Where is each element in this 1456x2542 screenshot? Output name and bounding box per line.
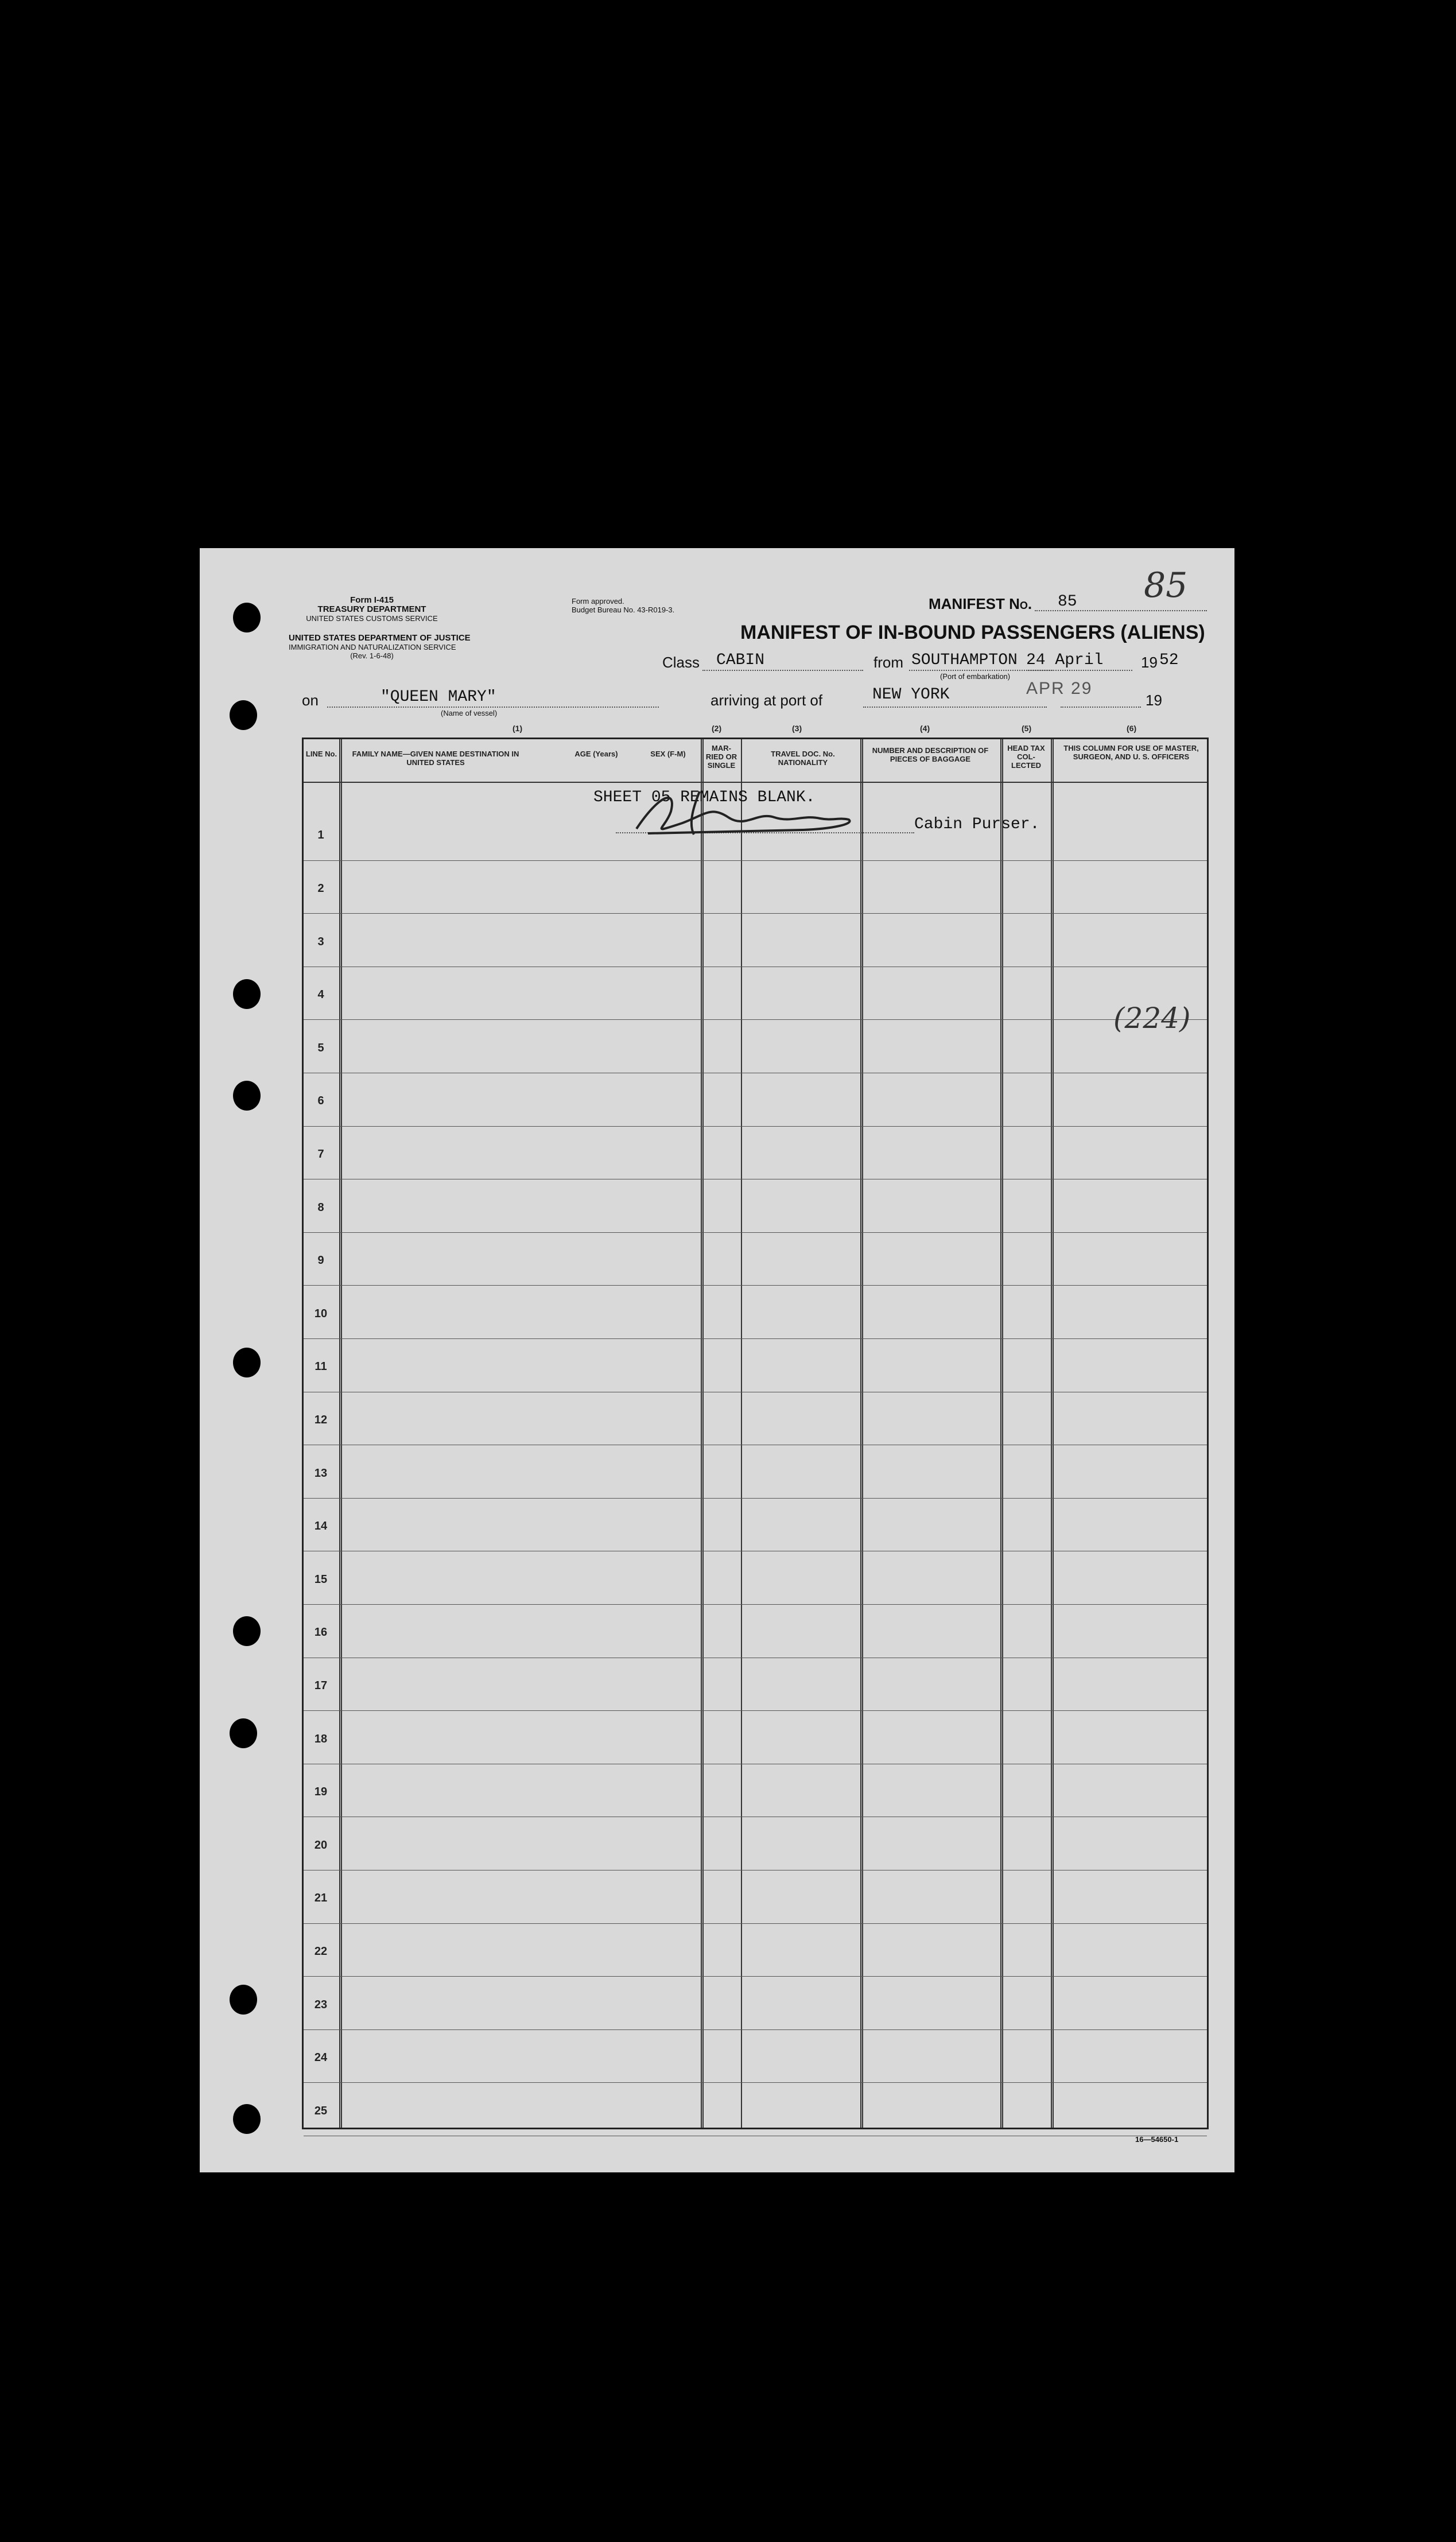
column-divider	[1051, 739, 1054, 2128]
manifest-sheet	[200, 548, 1234, 2172]
line-number: 12	[314, 1413, 328, 1426]
vessel-name-value: "QUEEN MARY"	[380, 688, 496, 706]
handwritten-manifest-number: 85	[1144, 565, 1188, 606]
port-caption: (Port of embarkation)	[940, 672, 1011, 681]
punch-hole	[233, 1616, 261, 1646]
line-number: 21	[314, 1892, 328, 1905]
table-row-rule	[304, 1285, 1207, 1286]
line-number: 19	[314, 1786, 328, 1799]
vessel-rule	[327, 707, 659, 708]
class-rule	[702, 670, 863, 671]
header-sex: SEX (F-M)	[650, 750, 686, 758]
sheet-blank-note: SHEET 05 REMAINS BLANK.	[593, 789, 816, 806]
column-divider	[741, 739, 742, 2128]
year-prefix: 19	[1141, 654, 1158, 671]
class-value: CABIN	[716, 651, 765, 669]
line-number: 17	[314, 1679, 328, 1692]
punch-hole	[233, 603, 261, 632]
punch-hole	[233, 2104, 261, 2134]
header-travel-doc: TRAVEL DOC. No. NATIONALITY	[771, 750, 835, 767]
arrival-port-value: NEW YORK	[872, 686, 950, 704]
column-divider	[701, 739, 704, 2128]
column-number-6: (6)	[1127, 724, 1137, 733]
table-row-rule	[304, 1604, 1207, 1605]
from-label: from	[873, 654, 903, 671]
manifest-number-label: MANIFEST No.	[929, 595, 1032, 612]
header-head-tax: HEAD TAX COL-LECTED	[1007, 744, 1045, 770]
punch-hole	[233, 1348, 261, 1377]
table-row-rule	[304, 1019, 1207, 1020]
punch-hole	[230, 1718, 257, 1748]
immigration-service: IMMIGRATION AND NATURALIZATION SERVICE	[289, 643, 456, 651]
purser-signature	[614, 783, 878, 840]
column-number-2: (2)	[712, 724, 722, 733]
line-number: 16	[314, 1626, 328, 1639]
punch-hole	[230, 700, 257, 730]
punch-hole	[233, 1081, 261, 1111]
column-number-1: (1)	[512, 724, 523, 733]
treasury-department: TREASURY DEPARTMENT	[317, 604, 426, 614]
line-number: 24	[314, 2051, 328, 2064]
line-number: 8	[317, 1201, 324, 1214]
line-number: 9	[317, 1254, 324, 1267]
column-divider	[860, 739, 863, 2128]
column-divider	[339, 739, 342, 2128]
form-approved: Form approved.	[572, 597, 624, 606]
punch-hole	[230, 1985, 257, 2015]
arrival-date-stamp: APR 29	[1026, 679, 1093, 698]
form-number: Form I-415	[350, 595, 394, 605]
line-number: 6	[317, 1095, 324, 1108]
table-row-rule	[304, 1498, 1207, 1499]
departure-date-value: 24 April	[1026, 651, 1104, 669]
manifest-title: MANIFEST OF IN-BOUND PASSENGERS (ALIENS)	[740, 622, 1205, 643]
table-row-rule	[304, 860, 1207, 861]
header-married-single: MAR-RIED OR SINGLE	[705, 744, 737, 770]
line-number: 5	[317, 1041, 324, 1054]
header-line-no: LINE No.	[305, 750, 337, 758]
column-number-4: (4)	[920, 724, 930, 733]
punch-hole	[233, 979, 261, 1009]
line-number: 11	[315, 1360, 327, 1373]
revision-date: (Rev. 1-6-48)	[350, 651, 394, 660]
line-number: 2	[317, 882, 324, 895]
table-row-rule	[304, 1923, 1207, 1924]
margin-page-note: (224)	[1113, 1002, 1191, 1035]
table-row-rule	[304, 1976, 1207, 1977]
line-number: 3	[317, 935, 324, 948]
table-row-rule	[304, 1338, 1207, 1339]
table-row-rule	[304, 1232, 1207, 1233]
date-rule	[1026, 670, 1132, 671]
column-divider	[1000, 739, 1003, 2128]
line-number: 25	[314, 2104, 328, 2117]
column-number-3: (3)	[792, 724, 802, 733]
table-row-rule	[304, 1710, 1207, 1711]
budget-bureau-number: Budget Bureau No. 43-R019-3.	[572, 606, 675, 614]
line-number: 20	[314, 1838, 328, 1852]
line-number: 23	[314, 1998, 328, 2011]
table-row-rule	[304, 1126, 1207, 1127]
passenger-table	[302, 738, 1209, 2129]
line-number: 18	[314, 1732, 328, 1745]
line-number: 1	[317, 829, 324, 842]
header-baggage: NUMBER AND DESCRIPTION OF PIECES OF BAGGAGE	[872, 746, 989, 763]
arrival-year-prefix: 19	[1146, 692, 1162, 709]
arriving-at-port-label: arriving at port of	[710, 692, 823, 709]
manifest-number-value: 85	[1058, 593, 1077, 611]
line-number: 7	[317, 1147, 324, 1161]
header-name-destination: FAMILY NAME—GIVEN NAME DESTINATION IN UNITED STATES	[352, 750, 519, 767]
header-officers-use: THIS COLUMN FOR USE OF MASTER, SURGEON, AND U. S. OFFICERS	[1063, 744, 1199, 761]
arrival-date-rule	[1061, 707, 1141, 708]
arrival-port-rule	[863, 707, 1047, 708]
class-label: Class	[662, 654, 700, 671]
purser-title: Cabin Purser.	[914, 816, 1040, 833]
line-number: 4	[317, 988, 324, 1002]
year-value: 52	[1159, 651, 1179, 669]
header-age: AGE (Years)	[574, 750, 618, 758]
column-number-5: (5)	[1022, 724, 1032, 733]
line-number: 14	[314, 1520, 328, 1533]
line-number: 13	[314, 1466, 328, 1480]
port-of-embarkation-value: SOUTHAMPTON	[911, 651, 1018, 669]
footer-form-code: 16—54650-1	[1135, 2135, 1179, 2144]
table-row-rule	[304, 913, 1207, 914]
line-number: 10	[314, 1307, 328, 1320]
manifest-number-rule	[1035, 610, 1207, 611]
line-number: 22	[314, 1945, 328, 1958]
on-label: on	[302, 692, 319, 709]
table-row-rule	[304, 2029, 1207, 2030]
line-number: 15	[314, 1573, 328, 1586]
table-row-rule	[304, 2082, 1207, 2083]
vessel-caption: (Name of vessel)	[441, 709, 498, 717]
customs-service: UNITED STATES CUSTOMS SERVICE	[306, 614, 438, 623]
department-of-justice: UNITED STATES DEPARTMENT OF JUSTICE	[289, 633, 471, 643]
